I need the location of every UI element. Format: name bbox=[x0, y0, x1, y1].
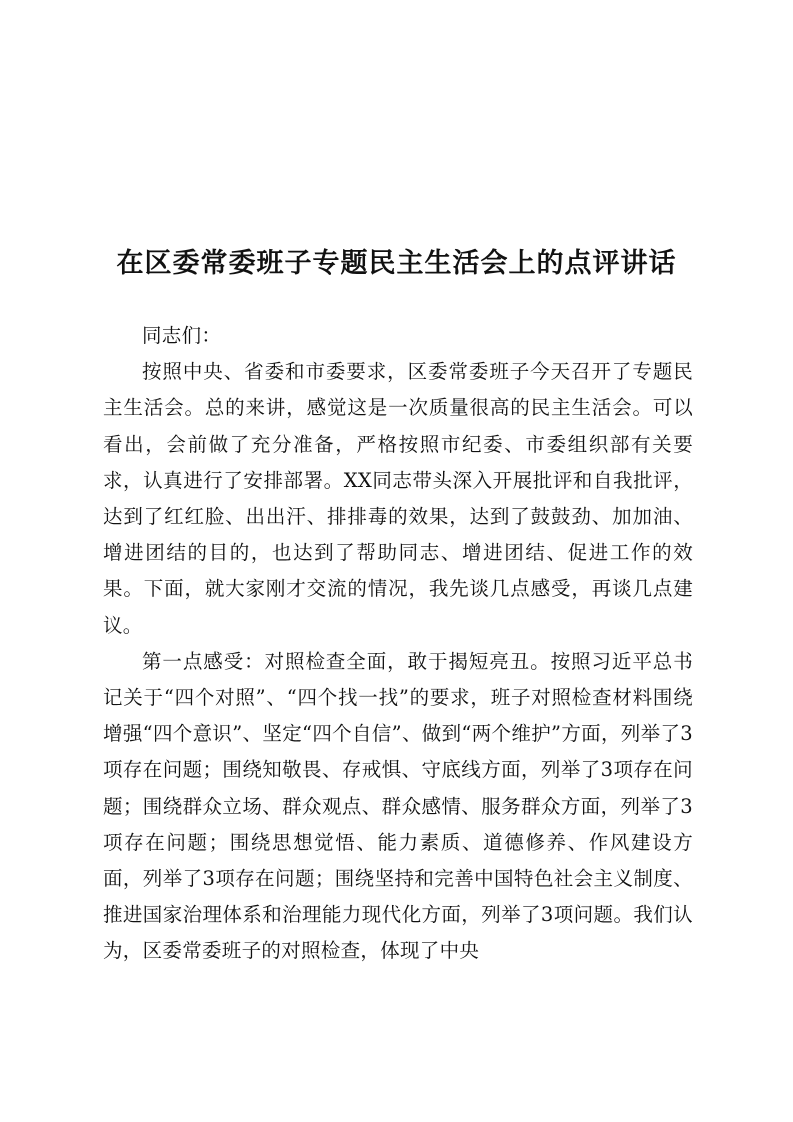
salutation: 同志们： bbox=[142, 324, 222, 347]
paragraph-1: 按照中央、省委和市委要求，区委常委班子今天召开了专题民主生活会。总的来讲，感觉这是一次质量很高的民主生活会。可以看出，会前做了充分准备，严格按照市纪委、市委组织部有关要求，认真进行了安排部署。XX同志带头深入开展批评和自我批评，达到了红红脸、出出汗、排排毒的效果，达到了鼓鼓劲、加加油、增进团结的目的，也达到了帮助同志、增进团结、促进工作的效果。下面，就大家刚才交流的情况，我先谈几点感受，再谈几点建议。 bbox=[103, 360, 693, 637]
paragraph-2: 第一点感受：对照检查全面，敢于揭短亮丑。按照习近平总书记关于“四个对照”、“四个找一找”的要求，班子对照检查材料围绕增强“四个意识”、坚定“四个自信”、做到“两个维护”方面，列举了3项存在问题；围绕知敬畏、存戒惧、守底线方面，列举了3项存在问题；围绕群众立场、群众观点、群众感情、服务群众方面，列举了3项存在问题；围绕思想觉悟、能力素质、道德修养、作风建设方面，列举了3项存在问题；围绕坚持和完善中国特色社会主义制度、推进国家治理体系和治理能力现代化方面，列举了3项问题。我们认为，区委常委班子的对照检查，体现了中央 bbox=[103, 649, 693, 963]
document-body bbox=[103, 318, 693, 970]
document-title: 在区委常委班子专题民主生活会上的点评讲话 bbox=[116, 248, 677, 279]
